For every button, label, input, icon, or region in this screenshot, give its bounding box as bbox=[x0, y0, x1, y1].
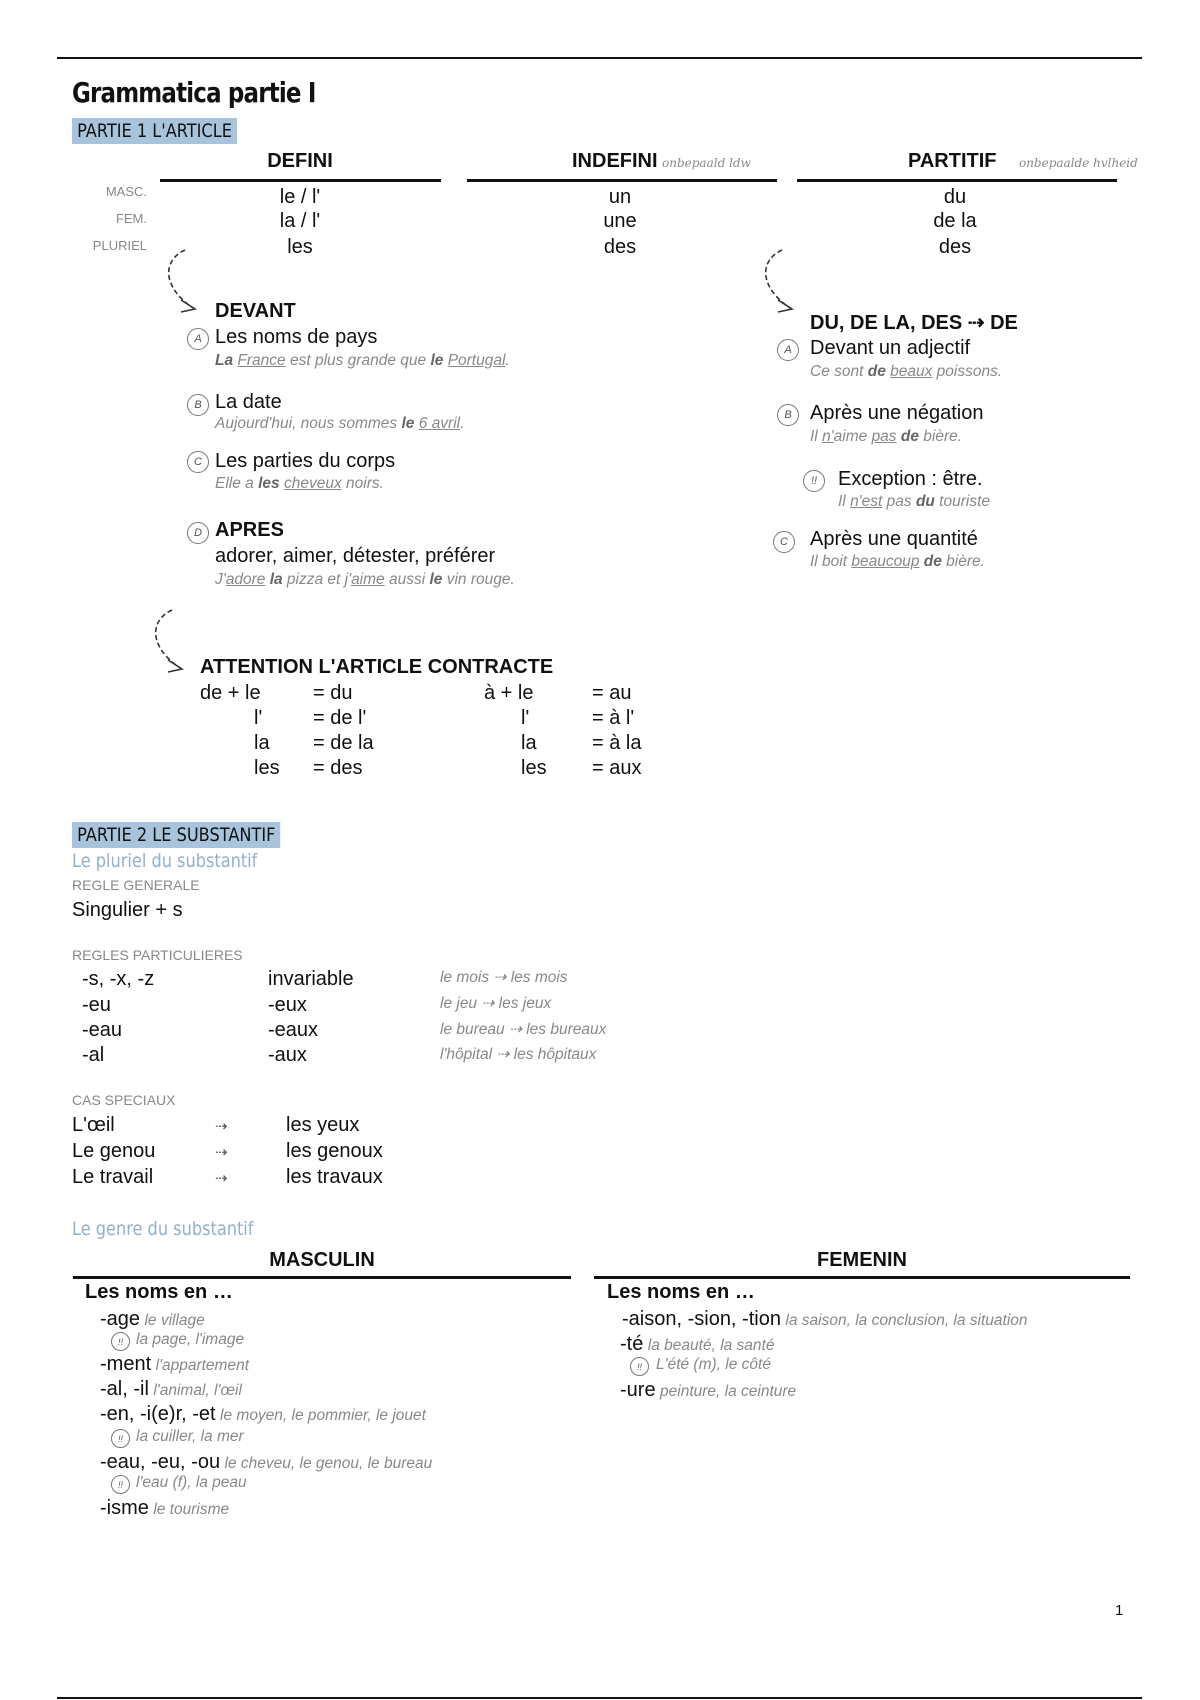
part1-badge: PARTIE 1 L'ARTICLE bbox=[72, 118, 237, 144]
contracte-de-right-0: = du bbox=[313, 682, 353, 704]
regle-generale-text: Singulier + s bbox=[72, 899, 183, 921]
devant-b-example: Aujourd'hui, nous sommes le 6 avril. bbox=[215, 415, 465, 432]
contracte-a-right-2: = à la bbox=[592, 732, 642, 754]
masc-example: le village bbox=[144, 1312, 205, 1329]
masc-entry bbox=[100, 1353, 249, 1376]
masc-example: le tourisme bbox=[153, 1501, 230, 1518]
masc-ending: -eau, -eu, -ou bbox=[100, 1451, 221, 1473]
masc-ending: -ment bbox=[100, 1353, 152, 1375]
warning-marker-icon: !! bbox=[111, 1475, 130, 1494]
partitif-a-example: Ce sont de beaux poissons. bbox=[810, 363, 1003, 380]
col-partitif-rule bbox=[797, 179, 1117, 182]
page-title: Grammatica partie I bbox=[72, 76, 316, 109]
masc-example: le cheveu, le genou, le bureau bbox=[224, 1455, 433, 1472]
regle-example: le mois ⇢ les mois bbox=[440, 969, 568, 986]
cas-singular: Le travail bbox=[72, 1166, 154, 1188]
fem-ending: -té bbox=[620, 1333, 644, 1355]
partitif-masc: du bbox=[943, 186, 967, 208]
contracte-a-left-0: à + le bbox=[484, 682, 534, 704]
fem-noms-en: Les noms en … bbox=[607, 1281, 755, 1303]
contracte-a-left-2: la bbox=[521, 732, 537, 754]
masc-noms-en: Les noms en … bbox=[85, 1281, 233, 1303]
masc-ending: -en, -i(e)r, -et bbox=[100, 1403, 216, 1425]
fem-example: la saison, la conclusion, la situation bbox=[785, 1312, 1028, 1329]
regle-plural: invariable bbox=[268, 968, 354, 990]
row-label-pluriel: PLURIEL bbox=[92, 238, 147, 253]
contracte-heading: ATTENTION L'ARTICLE CONTRACTE bbox=[200, 656, 554, 678]
indefini-fem: une bbox=[603, 210, 637, 232]
cas-singular: Le genou bbox=[72, 1140, 156, 1162]
masculin-head: MASCULIN bbox=[269, 1249, 375, 1271]
col-defini-head: DEFINI bbox=[267, 150, 333, 172]
regle-ending: -eu bbox=[82, 994, 111, 1016]
masc-entry bbox=[100, 1497, 229, 1520]
pluriel-heading: Le pluriel du substantif bbox=[72, 850, 258, 872]
masc-entry bbox=[100, 1378, 242, 1401]
marker-a-icon: A bbox=[187, 328, 209, 350]
fem-entry bbox=[622, 1308, 1028, 1331]
arrow-icon: ⇢ bbox=[215, 1170, 228, 1187]
devant-b-text: La date bbox=[215, 391, 282, 413]
masc-entry bbox=[100, 1403, 426, 1426]
cas-plural: les travaux bbox=[286, 1166, 383, 1188]
partitif-exception-example: Il n'est pas du touriste bbox=[838, 493, 991, 510]
partitif-c-example: Il boit beaucoup de bière. bbox=[810, 553, 985, 570]
curved-arrow-icon bbox=[752, 246, 802, 316]
contracte-de-left-0: de + le bbox=[200, 682, 261, 704]
regle-example: le jeu ⇢ les jeux bbox=[440, 995, 552, 1012]
partitif-a-text: Devant un adjectif bbox=[810, 337, 971, 359]
regles-particulieres-label: REGLES PARTICULIERES bbox=[72, 947, 243, 963]
cas-plural: les genoux bbox=[286, 1140, 383, 1162]
col-defini-rule bbox=[160, 179, 441, 182]
regle-example: le bureau ⇢ les bureaux bbox=[440, 1021, 607, 1038]
contracte-de-left-3: les bbox=[254, 757, 280, 779]
col-partitif-head-wrap bbox=[908, 150, 1138, 173]
curved-arrow-icon bbox=[142, 606, 192, 676]
partitif-b-text: Après une négation bbox=[810, 402, 984, 424]
top-rule bbox=[57, 57, 1142, 59]
col-indefini-rule bbox=[467, 179, 777, 182]
marker-b-icon: B bbox=[777, 404, 799, 426]
marker-a-icon: A bbox=[777, 339, 799, 361]
partitif-exception-text: Exception : être. bbox=[838, 468, 983, 490]
partitif-pluriel: des bbox=[938, 236, 972, 258]
defini-masc: le / l' bbox=[279, 186, 321, 208]
warning-marker-icon: !! bbox=[111, 1429, 130, 1448]
masc-ending: -al, -il bbox=[100, 1378, 149, 1400]
apres-text: adorer, aimer, détester, préférer bbox=[215, 545, 496, 567]
masc-ending: -isme bbox=[100, 1497, 149, 1519]
regle-plural: -aux bbox=[268, 1044, 307, 1066]
masc-exception: la page, l'image bbox=[136, 1331, 245, 1348]
masc-exception: la cuiller, la mer bbox=[136, 1428, 244, 1445]
regle-generale-label: REGLE GENERALE bbox=[72, 877, 200, 893]
contracte-a-right-0: = au bbox=[592, 682, 632, 704]
curved-arrow-icon bbox=[155, 246, 205, 316]
fem-entry bbox=[620, 1379, 796, 1402]
fem-ending: -ure bbox=[620, 1379, 656, 1401]
part2-badge: PARTIE 2 LE SUBSTANTIF bbox=[72, 822, 280, 848]
warning-marker-icon: !! bbox=[803, 470, 825, 492]
warning-marker-icon: !! bbox=[630, 1357, 649, 1376]
cas-speciaux-label: CAS SPECIAUX bbox=[72, 1092, 176, 1108]
defini-pluriel: les bbox=[287, 236, 313, 258]
femenin-rule bbox=[594, 1276, 1130, 1279]
contracte-a-left-1: l' bbox=[521, 707, 530, 729]
masc-entry bbox=[100, 1308, 205, 1331]
partitif-c-text: Après une quantité bbox=[810, 528, 978, 550]
regle-ending: -eau bbox=[82, 1019, 123, 1041]
row-label-fem: FEM. bbox=[115, 211, 147, 226]
genre-heading: Le genre du substantif bbox=[72, 1218, 254, 1240]
fem-exception: L'été (m), le côté bbox=[656, 1356, 771, 1373]
page-number: 1 bbox=[1115, 1602, 1124, 1619]
marker-c-icon: C bbox=[773, 531, 795, 553]
masc-example: l'appartement bbox=[155, 1357, 250, 1374]
col-indefini-head: INDEFINI bbox=[572, 150, 658, 172]
masc-example: l'animal, l'œil bbox=[153, 1382, 242, 1399]
masc-ending: -age bbox=[100, 1308, 141, 1330]
contracte-a-right-1: = à l' bbox=[592, 707, 635, 729]
devant-heading: DEVANT bbox=[215, 300, 296, 322]
bottom-rule bbox=[57, 1697, 1142, 1699]
contracte-de-left-2: la bbox=[254, 732, 270, 754]
masc-exception: l'eau (f), la peau bbox=[136, 1474, 247, 1491]
cas-singular: L'œil bbox=[72, 1114, 115, 1136]
femenin-head: FEMENIN bbox=[817, 1249, 907, 1271]
indefini-pluriel: des bbox=[603, 236, 637, 258]
fem-example: la beauté, la santé bbox=[647, 1337, 775, 1354]
regle-example: l'hôpital ⇢ les hôpitaux bbox=[440, 1046, 597, 1063]
arrow-icon: ⇢ bbox=[215, 1118, 228, 1135]
masc-entry bbox=[100, 1451, 432, 1474]
devant-a-text: Les noms de pays bbox=[215, 326, 378, 348]
masc-example: le moyen, le pommier, le jouet bbox=[220, 1407, 426, 1424]
col-indefini-note: onbepaald ldw bbox=[662, 156, 751, 170]
col-partitif-note: onbepaalde hvlheid bbox=[1018, 156, 1138, 170]
regle-ending: -s, -x, -z bbox=[82, 968, 155, 990]
contracte-a-left-3: les bbox=[521, 757, 547, 779]
apres-example: J'adore la pizza et j'aime aussi le vin rouge. bbox=[215, 571, 515, 588]
cas-plural: les yeux bbox=[286, 1114, 360, 1136]
contracte-de-right-2: = de la bbox=[313, 732, 374, 754]
devant-c-text: Les parties du corps bbox=[215, 450, 396, 472]
marker-d-icon: D bbox=[187, 522, 209, 544]
apres-heading: APRES bbox=[215, 519, 284, 541]
contracte-a-right-3: = aux bbox=[592, 757, 642, 779]
regle-ending: -al bbox=[82, 1044, 105, 1066]
defini-fem: la / l' bbox=[279, 210, 321, 232]
indefini-masc: un bbox=[608, 186, 632, 208]
row-label-masc: MASC. bbox=[105, 184, 147, 199]
col-partitif-head: PARTITIF bbox=[908, 150, 997, 172]
arrow-icon: ⇢ bbox=[215, 1144, 228, 1161]
warning-marker-icon: !! bbox=[111, 1332, 130, 1351]
regle-plural: -eux bbox=[268, 994, 307, 1016]
fem-entry bbox=[620, 1333, 774, 1356]
devant-a-example: La France est plus grande que le Portugal. bbox=[215, 352, 510, 369]
col-indefini-head-wrap bbox=[572, 150, 751, 173]
partitif-rules-heading: DU, DE LA, DES ⇢ DE bbox=[810, 312, 1018, 334]
fem-example: peinture, la ceinture bbox=[660, 1383, 797, 1400]
contracte-de-right-1: = de l' bbox=[313, 707, 367, 729]
devant-c-example: Elle a les cheveux noirs. bbox=[215, 475, 384, 492]
contracte-de-right-3: = des bbox=[313, 757, 363, 779]
masculin-rule bbox=[73, 1276, 571, 1279]
marker-b-icon: B bbox=[187, 394, 209, 416]
partitif-fem: de la bbox=[933, 210, 977, 232]
partitif-b-example: Il n'aime pas de bière. bbox=[810, 428, 963, 445]
regle-plural: -eaux bbox=[268, 1019, 319, 1041]
marker-c-icon: C bbox=[187, 451, 209, 473]
contracte-de-left-1: l' bbox=[254, 707, 263, 729]
fem-ending: -aison, -sion, -tion bbox=[622, 1308, 781, 1330]
